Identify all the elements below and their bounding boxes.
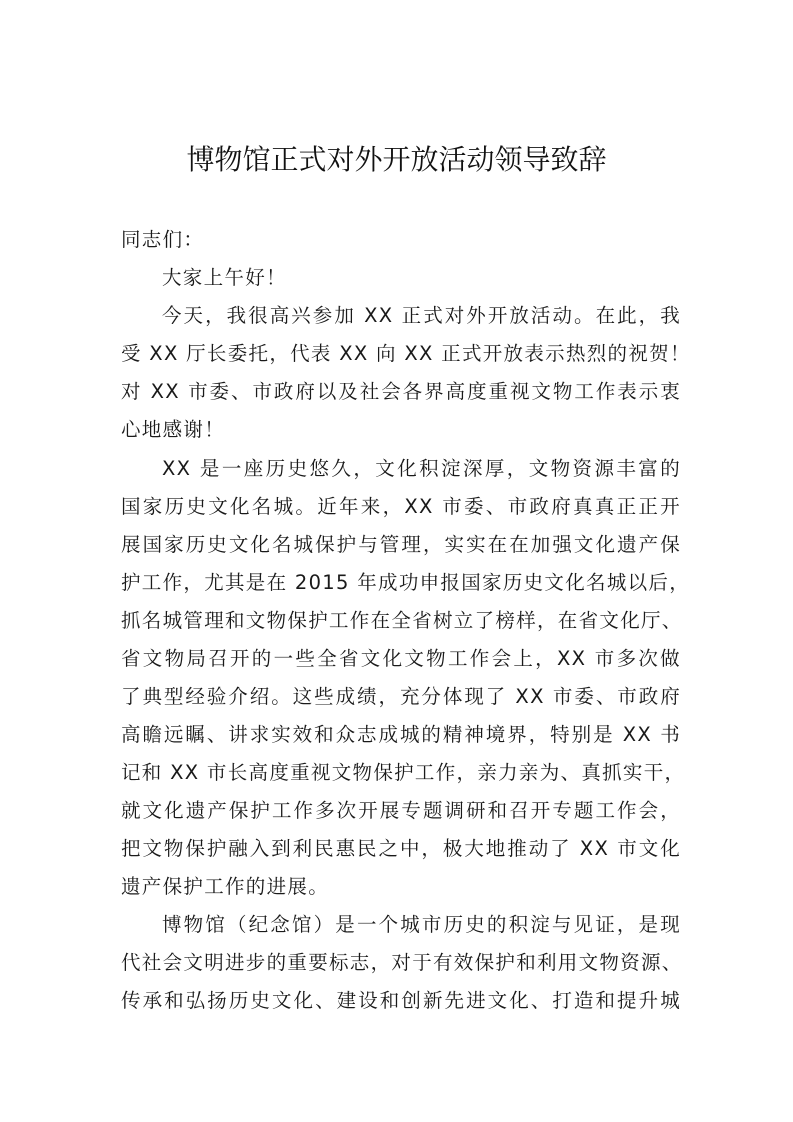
text-line: 抓名城管理和文物保护工作在全省树立了榜样，在省文化厅、	[121, 609, 683, 632]
text-line: 今天，我很高兴参加 XX 正式对外开放活动。在此，我	[162, 304, 681, 327]
text-line: 遗产保护工作的进展。	[121, 875, 330, 898]
text-line: 了典型经验介绍。这些成绩，充分体现了 XX 市委、市政府	[121, 685, 681, 708]
text-line: 展国家历史文化名城保护与管理，实实在在加强文化遗产保	[121, 533, 681, 556]
text-line: 记和 XX 市长高度重视文物保护工作，亲力亲为、真抓实干，	[121, 761, 686, 784]
text-line: 心地感谢！	[121, 418, 226, 441]
text-line: 对 XX 市委、市政府以及社会各界高度重视文物工作表示衷	[121, 380, 681, 403]
text-line: XX 是一座历史悠久，文化积淀深厚，文物资源丰富的	[162, 457, 681, 480]
text-line: 高瞻远瞩、讲求实效和众志成城的精神境界，特别是 XX 书	[121, 723, 681, 746]
text-line: 护工作，尤其是在 2015 年成功申报国家历史文化名城以后，	[121, 571, 691, 594]
text-line: 传承和弘扬历史文化、建设和创新先进文化、打造和提升城	[121, 989, 681, 1012]
text-line: 把文物保护融入到利民惠民之中，极大地推动了 XX 市文化	[121, 837, 681, 860]
text-line: 省文物局召开的一些全省文化文物工作会上，XX 市多次做	[121, 647, 681, 670]
document-title: 博物馆正式对外开放活动领导致辞	[186, 143, 607, 176]
text-line: 国家历史文化名城。近年来，XX 市委、市政府真真正正开	[121, 495, 681, 518]
text-line: 就文化遗产保护工作多次开展专题调研和召开专题工作会，	[121, 799, 681, 822]
text-line: 同志们：	[121, 228, 205, 251]
text-line: 代社会文明进步的重要标志，对于有效保护和利用文物资源、	[121, 951, 683, 974]
text-line: 大家上午好！	[162, 266, 287, 289]
text-line: 博物馆（纪念馆）是一个城市历史的积淀与见证，是现	[162, 913, 681, 936]
text-line: 受 XX 厅长委托，代表 XX 向 XX 正式开放表示热烈的祝贺！	[121, 342, 691, 365]
